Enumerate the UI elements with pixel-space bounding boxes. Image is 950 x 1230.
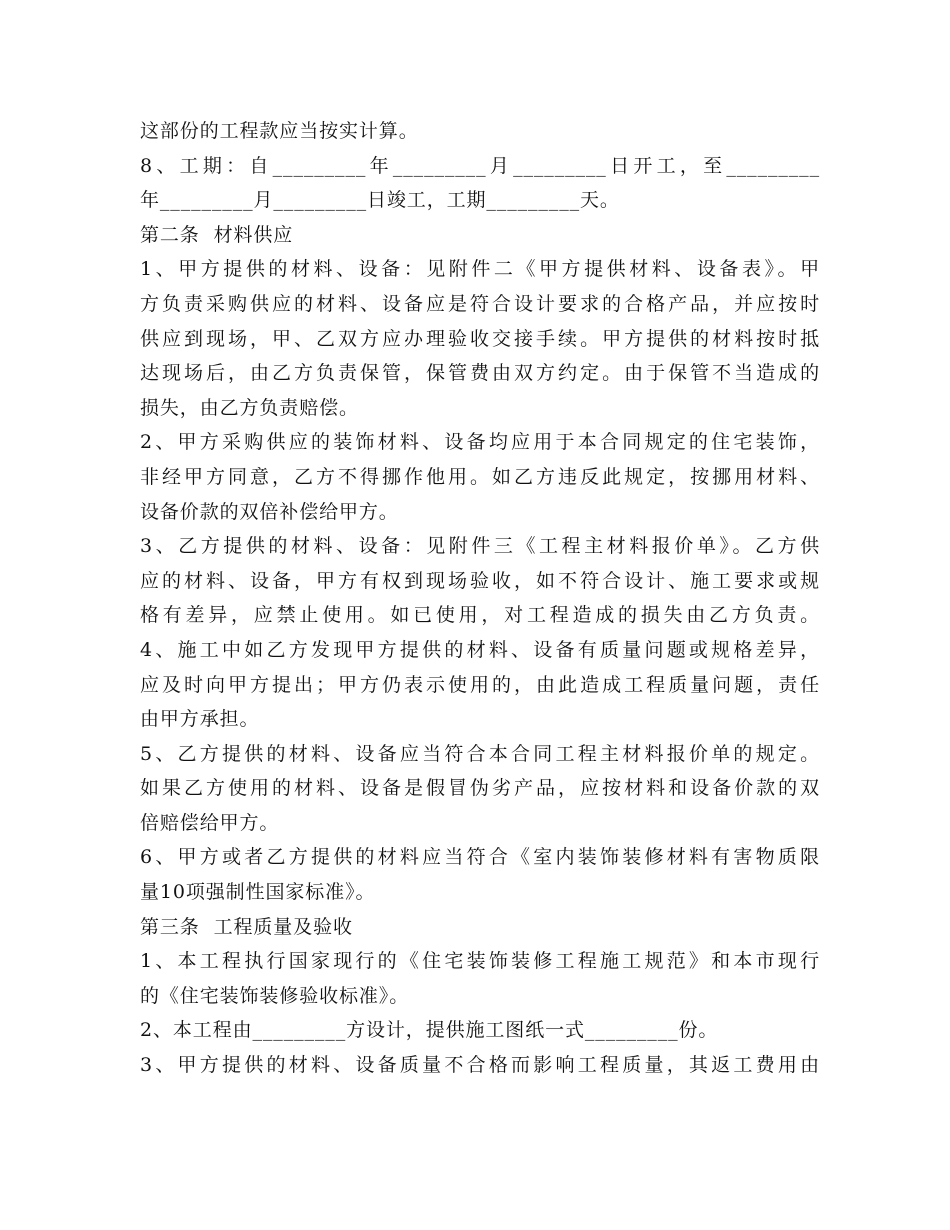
text-line: 损失，由乙方负责赔偿。 (140, 396, 359, 419)
text-line: 达现场后，由乙方负责保管，保管费由双方约定。由于保管不当造成的 (140, 362, 820, 385)
text-line: 2、本工程由_________方设计，提供施工图纸一式_________份。 (140, 1019, 719, 1042)
text-line: 供应到现场，甲、乙双方应办理验收交接手续。甲方提供的材料按时抵 (140, 327, 820, 350)
section-heading: 第三条 工程质量及验收 (140, 915, 353, 938)
text-line: 这部份的工程款应当按实计算。 (140, 120, 419, 142)
text-line: 应及时向甲方提出；甲方仍表示使用的，由此造成工程质量问题，责任 (140, 673, 820, 696)
text-line: 3、乙方提供的材料、设备：见附件三《工程主材料报价单》。乙方供 (140, 535, 820, 558)
text-line: 由甲方承担。 (140, 708, 260, 731)
text-line: 8、工期：自_________年_________月_________日开工，至_________ (140, 154, 820, 177)
section-heading: 第二条 材料供应 (140, 223, 294, 246)
text-line: 如果乙方使用的材料、设备是假冒伪劣产品，应按材料和设备价款的双 (140, 777, 820, 800)
text-line: 2、甲方采购供应的装饰材料、设备均应用于本合同规定的住宅装饰， (140, 431, 820, 454)
text-line: 倍赔偿给甲方。 (140, 811, 280, 834)
text-line: 应的材料、设备，甲方有权到现场验收，如不符合设计、施工要求或规 (140, 569, 820, 592)
text-line: 量10项强制性国家标准》。 (140, 881, 376, 904)
text-line: 格有差异，应禁止使用。如已使用，对工程造成的损失由乙方负责。 (140, 604, 820, 627)
text-line: 方负责采购供应的材料、设备应是符合设计要求的合格产品，并应按时 (140, 292, 820, 315)
text-line: 1、甲方提供的材料、设备：见附件二《甲方提供材料、设备表》。甲 (140, 258, 820, 281)
text-line: 4、施工中如乙方发现甲方提供的材料、设备有质量问题或规格差异， (140, 638, 820, 661)
document-body (140, 114, 820, 1083)
text-line: 设备价款的双倍补偿给甲方。 (140, 500, 399, 523)
text-line: 1、本工程执行国家现行的《住宅装饰装修工程施工规范》和本市现行 (140, 950, 820, 973)
text-line: 非经甲方同意，乙方不得挪作他用。如乙方违反此规定，按挪用材料、 (140, 465, 820, 488)
text-line: 年_________月_________日竣工，工期_________天。 (140, 189, 620, 212)
text-line: 5、乙方提供的材料、设备应当符合本合同工程主材料报价单的规定。 (140, 742, 820, 765)
text-line: 的《住宅装饰装修验收标准》。 (140, 984, 410, 1007)
text-line: 6、甲方或者乙方提供的材料应当符合《室内装饰装修材料有害物质限 (140, 846, 820, 869)
text-line: 3、甲方提供的材料、设备质量不合格而影响工程质量，其返工费用由 (140, 1054, 820, 1077)
